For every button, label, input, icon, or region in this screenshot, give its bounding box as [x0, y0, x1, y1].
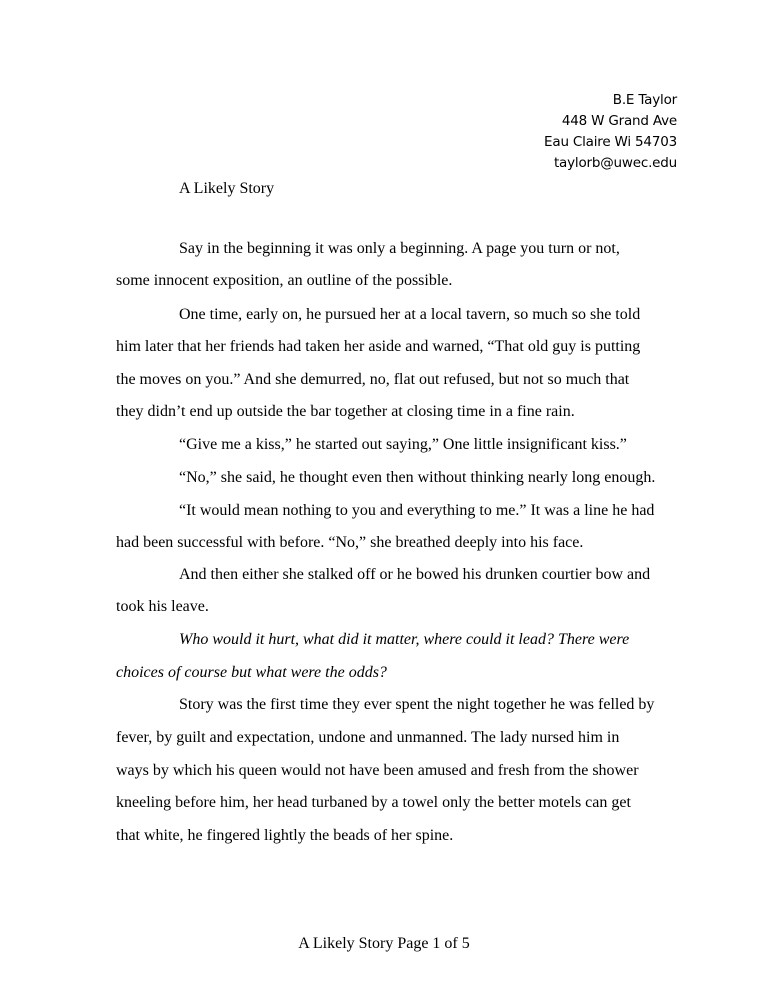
- italic-line: Who would it hurt, what did it matter, where could it lead? There were: [179, 631, 630, 648]
- body-line: had been successful with before. “No,” she breathed deeply into his face.: [116, 534, 584, 551]
- body-line: fever, by guilt and expectation, undone and unmanned. The lady nursed him in: [116, 729, 620, 746]
- body-line: One time, early on, he pursued her at a local tavern, so much so she told: [179, 306, 641, 323]
- author-name: B.E Taylor: [612, 92, 677, 108]
- italic-line: choices of course but what were the odds?: [116, 664, 387, 681]
- body-line: some innocent exposition, an outline of the possible.: [116, 272, 453, 289]
- author-address-block: [544, 90, 677, 174]
- body-line: kneeling before him, her head turbaned by a towel only the better motels can get: [116, 794, 631, 811]
- story-title: A Likely Story: [179, 180, 275, 197]
- author-street: 448 W Grand Ave: [561, 113, 677, 129]
- body-line: “Give me a kiss,” he started out saying,” One little insignificant kiss.”: [179, 436, 627, 453]
- body-line: And then either she stalked off or he bowed his drunken courtier bow and: [179, 566, 651, 583]
- body-line: him later that her friends had taken her aside and warned, “That old guy is putting: [116, 338, 641, 355]
- author-email: taylorb@uwec.edu: [553, 155, 677, 171]
- body-line: Story was the first time they ever spent the night together he was felled by: [179, 696, 655, 713]
- author-city: Eau Claire Wi 54703: [544, 134, 677, 150]
- body-line: “No,” she said, he thought even then without thinking nearly long enough.: [179, 469, 656, 486]
- body-line: that white, he fingered lightly the beads of her spine.: [116, 827, 454, 844]
- body-line: ways by which his queen would not have been amused and fresh from the shower: [116, 762, 639, 779]
- body-line: Say in the beginning it was only a beginning. A page you turn or not,: [179, 240, 620, 257]
- body-line: “It would mean nothing to you and everything to me.” It was a line he had: [179, 502, 655, 519]
- body-line: the moves on you.” And she demurred, no, flat out refused, but not so much that: [116, 371, 630, 388]
- page-footer: A Likely Story Page 1 of 5: [298, 935, 470, 952]
- body-line: took his leave.: [116, 598, 209, 615]
- body-line: they didn’t end up outside the bar together at closing time in a fine rain.: [116, 403, 575, 420]
